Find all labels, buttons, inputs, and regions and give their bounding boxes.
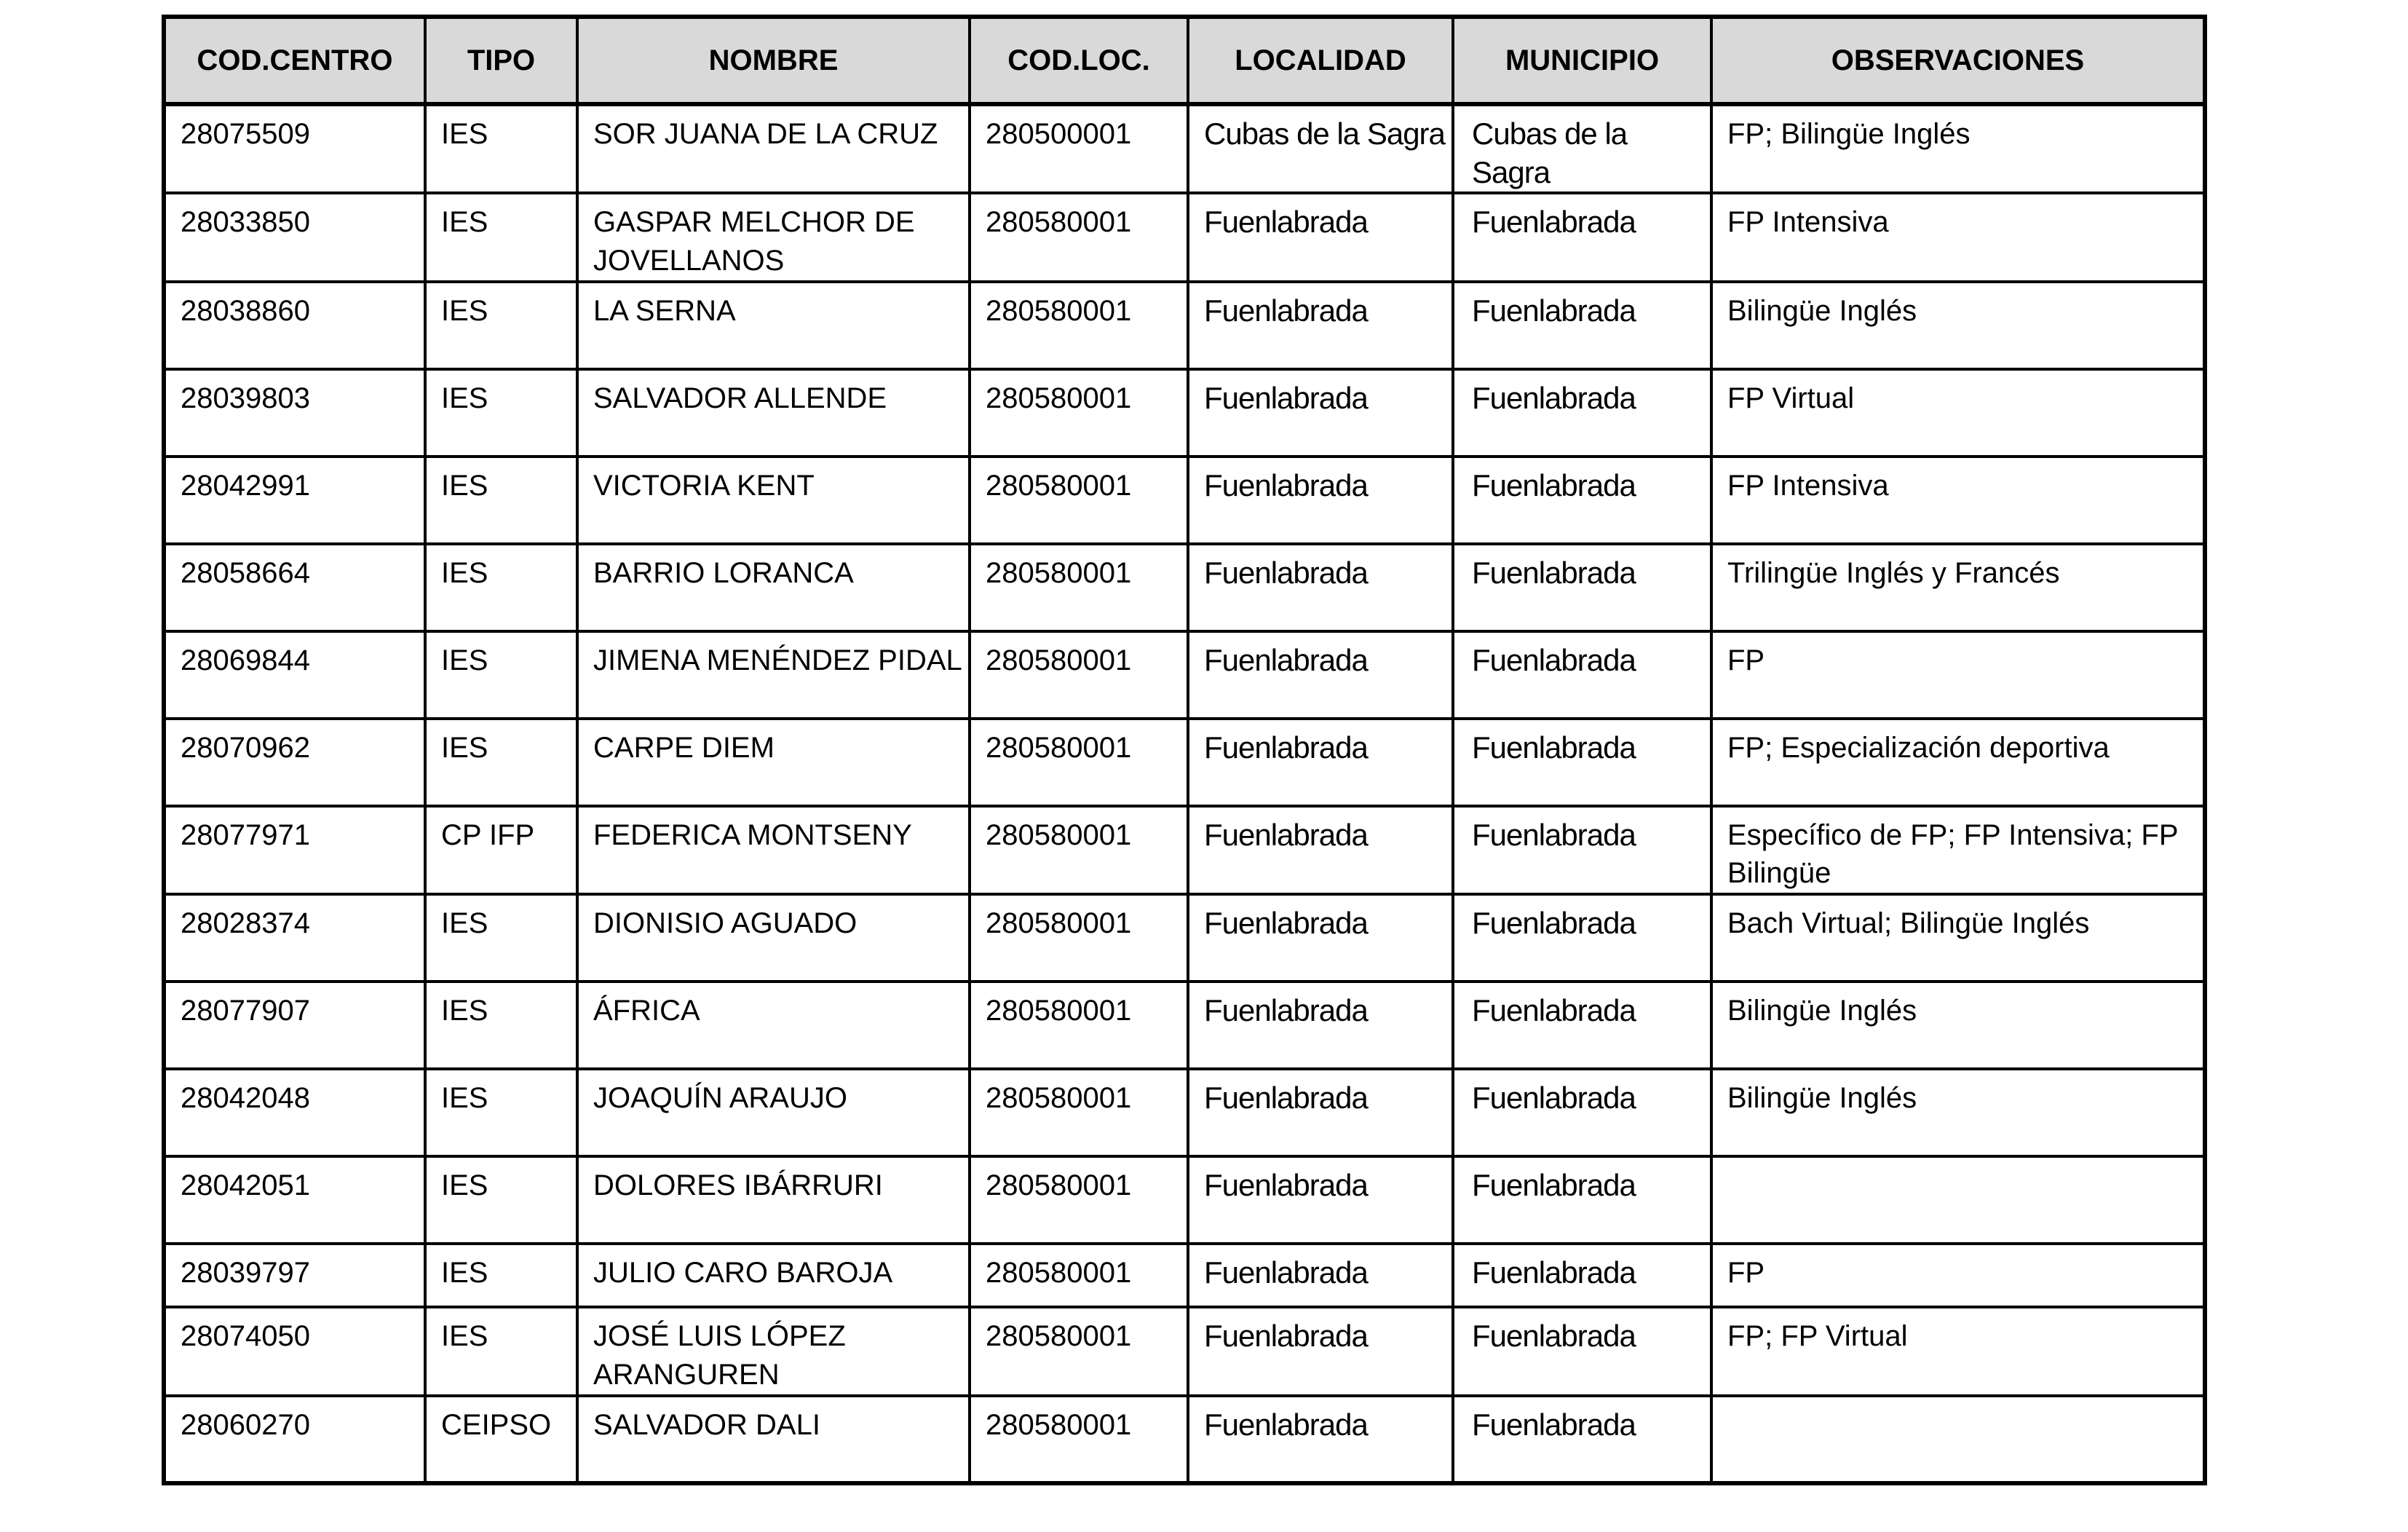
cell-tipo: IES [425,544,577,631]
school-centers-table [162,15,2207,1485]
cell-tipo: IES [425,457,577,544]
cell-nombre: JOSÉ LUIS LÓPEZ ARANGUREN [577,1307,970,1396]
table-row [164,631,2205,719]
cell-tipo: IES [425,104,577,193]
cell-observaciones: FP [1711,631,2205,719]
column-header-tipo: TIPO [425,17,577,104]
cell-cod-loc: 280580001 [970,457,1188,544]
cell-observaciones: Bilingüe Inglés [1711,1069,2205,1156]
column-header-municipio: MUNICIPIO [1453,17,1711,104]
column-header-localidad: LOCALIDAD [1188,17,1453,104]
cell-nombre: CARPE DIEM [577,719,970,806]
cell-localidad: Fuenlabrada [1188,894,1453,982]
cell-cod-loc: 280580001 [970,1307,1188,1396]
cell-tipo: IES [425,282,577,369]
cell-nombre: LA SERNA [577,282,970,369]
cell-cod-loc: 280580001 [970,1156,1188,1244]
cell-observaciones: FP Virtual [1711,369,2205,457]
cell-municipio: Fuenlabrada [1453,193,1711,282]
cell-tipo: IES [425,631,577,719]
cell-cod-loc: 280580001 [970,631,1188,719]
cell-observaciones: FP [1711,1244,2205,1307]
cell-nombre: JOAQUÍN ARAUJO [577,1069,970,1156]
cell-localidad: Fuenlabrada [1188,1244,1453,1307]
cell-nombre: SOR JUANA DE LA CRUZ [577,104,970,193]
cell-nombre: FEDERICA MONTSENY [577,806,970,895]
cell-cod-centro: 28074050 [164,1307,425,1396]
cell-cod-loc: 280580001 [970,1244,1188,1307]
cell-tipo: IES [425,1244,577,1307]
header-row [164,17,2205,104]
cell-cod-centro: 28042048 [164,1069,425,1156]
cell-observaciones [1711,1396,2205,1483]
column-header-nombre: NOMBRE [577,17,970,104]
cell-cod-centro: 28075509 [164,104,425,193]
table-row [164,104,2205,193]
cell-cod-centro: 28028374 [164,894,425,982]
cell-tipo: CP IFP [425,806,577,895]
cell-cod-centro: 28042991 [164,457,425,544]
cell-tipo: IES [425,719,577,806]
cell-observaciones: FP; Bilingüe Inglés [1711,104,2205,193]
cell-municipio: Fuenlabrada [1453,1244,1711,1307]
cell-tipo: IES [425,193,577,282]
cell-observaciones: FP Intensiva [1711,457,2205,544]
cell-municipio: Fuenlabrada [1453,1069,1711,1156]
cell-cod-centro: 28077971 [164,806,425,895]
cell-localidad: Fuenlabrada [1188,1069,1453,1156]
cell-localidad: Fuenlabrada [1188,544,1453,631]
cell-tipo: IES [425,894,577,982]
cell-tipo: IES [425,1156,577,1244]
cell-localidad: Fuenlabrada [1188,806,1453,895]
table-row [164,1156,2205,1244]
cell-observaciones: FP; FP Virtual [1711,1307,2205,1396]
cell-cod-centro: 28039797 [164,1244,425,1307]
table-row [164,719,2205,806]
cell-localidad: Fuenlabrada [1188,457,1453,544]
cell-localidad: Fuenlabrada [1188,369,1453,457]
table-row [164,1244,2205,1307]
column-header-observaciones: OBSERVACIONES [1711,17,2205,104]
table-row [164,457,2205,544]
cell-localidad: Fuenlabrada [1188,1307,1453,1396]
cell-observaciones: FP Intensiva [1711,193,2205,282]
cell-municipio: Fuenlabrada [1453,982,1711,1069]
table-row [164,894,2205,982]
cell-cod-loc: 280500001 [970,104,1188,193]
cell-cod-loc: 280580001 [970,719,1188,806]
cell-cod-loc: 280580001 [970,894,1188,982]
cell-cod-loc: 280580001 [970,1396,1188,1483]
cell-observaciones: Bilingüe Inglés [1711,282,2205,369]
cell-municipio: Fuenlabrada [1453,457,1711,544]
table-row [164,544,2205,631]
table-row [164,806,2205,895]
cell-nombre: DIONISIO AGUADO [577,894,970,982]
cell-cod-loc: 280580001 [970,193,1188,282]
column-header-cod-loc: COD.LOC. [970,17,1188,104]
cell-cod-loc: 280580001 [970,369,1188,457]
cell-localidad: Fuenlabrada [1188,193,1453,282]
cell-municipio: Fuenlabrada [1453,1307,1711,1396]
cell-cod-loc: 280580001 [970,544,1188,631]
cell-municipio: Fuenlabrada [1453,1156,1711,1244]
cell-municipio: Fuenlabrada [1453,806,1711,895]
cell-cod-centro: 28060270 [164,1396,425,1483]
cell-nombre: ÁFRICA [577,982,970,1069]
cell-localidad: Fuenlabrada [1188,982,1453,1069]
cell-tipo: IES [425,982,577,1069]
table-row [164,193,2205,282]
cell-observaciones: Trilingüe Inglés y Francés [1711,544,2205,631]
cell-cod-centro: 28042051 [164,1156,425,1244]
cell-cod-loc: 280580001 [970,1069,1188,1156]
cell-localidad: Fuenlabrada [1188,719,1453,806]
column-header-cod-centro: COD.CENTRO [164,17,425,104]
cell-cod-centro: 28070962 [164,719,425,806]
table-row [164,1307,2205,1396]
table-row [164,1396,2205,1483]
cell-municipio: Fuenlabrada [1453,1396,1711,1483]
table-row [164,282,2205,369]
cell-cod-centro: 28058664 [164,544,425,631]
cell-nombre: VICTORIA KENT [577,457,970,544]
cell-observaciones: FP; Especialización deportiva [1711,719,2205,806]
cell-tipo: CEIPSO [425,1396,577,1483]
cell-cod-loc: 280580001 [970,982,1188,1069]
cell-localidad: Fuenlabrada [1188,282,1453,369]
table-row [164,982,2205,1069]
cell-cod-centro: 28069844 [164,631,425,719]
cell-localidad: Fuenlabrada [1188,1156,1453,1244]
cell-nombre: JIMENA MENÉNDEZ PIDAL [577,631,970,719]
cell-municipio: Fuenlabrada [1453,719,1711,806]
cell-municipio: Cubas de la Sagra [1453,104,1711,193]
cell-municipio: Fuenlabrada [1453,282,1711,369]
cell-tipo: IES [425,1307,577,1396]
cell-municipio: Fuenlabrada [1453,369,1711,457]
cell-municipio: Fuenlabrada [1453,631,1711,719]
cell-tipo: IES [425,369,577,457]
cell-cod-centro: 28033850 [164,193,425,282]
cell-observaciones: Bach Virtual; Bilingüe Inglés [1711,894,2205,982]
cell-municipio: Fuenlabrada [1453,544,1711,631]
cell-cod-centro: 28038860 [164,282,425,369]
cell-observaciones: Bilingüe Inglés [1711,982,2205,1069]
cell-nombre: SALVADOR DALI [577,1396,970,1483]
cell-localidad: Cubas de la Sagra [1188,104,1453,193]
cell-cod-centro: 28039803 [164,369,425,457]
cell-nombre: JULIO CARO BAROJA [577,1244,970,1307]
table-row [164,1069,2205,1156]
cell-observaciones: Específico de FP; FP Intensiva; FP Bilingüe [1711,806,2205,895]
table-row [164,369,2205,457]
cell-nombre: GASPAR MELCHOR DE JOVELLANOS [577,193,970,282]
cell-municipio: Fuenlabrada [1453,894,1711,982]
cell-nombre: BARRIO LORANCA [577,544,970,631]
cell-nombre: DOLORES IBÁRRURI [577,1156,970,1244]
cell-cod-loc: 280580001 [970,806,1188,895]
cell-cod-centro: 28077907 [164,982,425,1069]
cell-localidad: Fuenlabrada [1188,631,1453,719]
cell-observaciones [1711,1156,2205,1244]
cell-nombre: SALVADOR ALLENDE [577,369,970,457]
cell-localidad: Fuenlabrada [1188,1396,1453,1483]
cell-tipo: IES [425,1069,577,1156]
cell-cod-loc: 280580001 [970,282,1188,369]
